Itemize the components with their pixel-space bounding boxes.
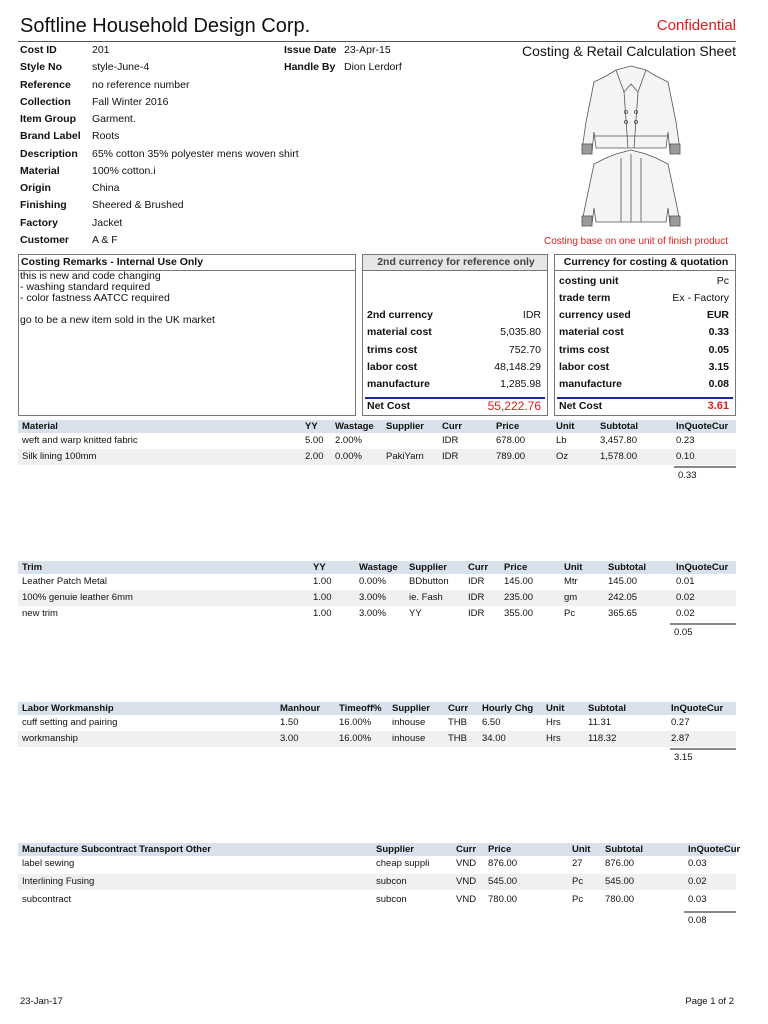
table-cell: Hrs <box>546 733 561 744</box>
table-cell: 34.00 <box>482 733 506 744</box>
table-cell: VND <box>456 858 477 869</box>
table-cell: 365.65 <box>608 608 638 619</box>
column-header: Subtotal <box>608 562 646 573</box>
second-currency-row <box>367 324 541 340</box>
info-label: Customer <box>20 234 70 246</box>
table-cell: IDR <box>468 576 485 587</box>
table-cell: Interlining Fusing <box>22 876 95 887</box>
table-row <box>18 606 736 622</box>
second-currency-row <box>367 376 541 392</box>
table-cell: THB <box>448 733 467 744</box>
row-label: trims cost <box>559 344 610 356</box>
column-header: Manhour <box>280 703 321 714</box>
table-cell: weft and warp knitted fabric <box>22 435 138 446</box>
confidential-label: Confidential <box>656 17 736 34</box>
table-cell: 0.03 <box>688 894 707 905</box>
info-label: Cost ID <box>20 44 57 56</box>
table-cell: label sewing <box>22 858 75 869</box>
table-row <box>18 874 736 890</box>
table-cell: Hrs <box>546 717 561 728</box>
sheet-title: Costing & Retail Calculation Sheet <box>521 43 736 59</box>
table-cell: 5.00 <box>305 435 324 446</box>
column-header: Wastage <box>359 562 398 573</box>
table-row <box>18 449 736 465</box>
total-divider <box>670 748 736 750</box>
row-value: Pc <box>716 275 729 287</box>
quote-currency-net <box>559 398 729 414</box>
table-cell: 789.00 <box>496 451 526 462</box>
row-label: labor cost <box>559 361 610 373</box>
table-cell: 545.00 <box>605 876 635 887</box>
info-label: Material <box>20 165 60 177</box>
column-header: Supplier <box>409 562 448 573</box>
table-cell: Pc <box>572 876 584 887</box>
table-cell: 242.05 <box>608 592 638 603</box>
row-value: 1,285.98 <box>500 378 541 390</box>
table-cell: 3.00 <box>280 733 299 744</box>
table-row <box>18 590 736 606</box>
quote-currency-row <box>559 342 729 358</box>
info-value: no reference number <box>92 79 190 91</box>
info-value: 65% cotton 35% polyester mens woven shirt <box>92 148 299 160</box>
quote-currency-title: Currency for costing & quotation <box>555 255 735 271</box>
column-header: Curr <box>468 562 489 573</box>
table-row <box>18 892 736 908</box>
table-cell: 145.00 <box>608 576 638 587</box>
column-header: Price <box>504 562 528 573</box>
table-total: 3.15 <box>674 752 693 763</box>
second-currency-row <box>367 342 541 358</box>
column-header: Unit <box>564 562 583 573</box>
table-cell: 145.00 <box>504 576 534 587</box>
row-label: labor cost <box>367 361 418 373</box>
row-value: 0.33 <box>708 326 729 338</box>
table-row <box>18 574 736 590</box>
table-cell: new trim <box>22 608 58 619</box>
table-cell: 235.00 <box>504 592 534 603</box>
quote-currency-row <box>559 290 729 306</box>
table-cell: 3.00% <box>359 592 386 603</box>
table-cell: IDR <box>442 435 459 446</box>
table-cell: 3,457.80 <box>600 435 637 446</box>
table-cell: 1,578.00 <box>600 451 637 462</box>
labor-table-header <box>18 702 736 715</box>
row-label: 2nd currency <box>367 309 433 321</box>
table-row <box>18 731 736 747</box>
table-cell: 118.32 <box>588 733 617 744</box>
handle-by-value: Dion Lerdorf <box>344 61 402 73</box>
table-cell: YY <box>409 608 422 619</box>
table-cell: BDbutton <box>409 576 449 587</box>
column-header: Curr <box>456 844 477 855</box>
column-header: Subtotal <box>600 421 638 432</box>
remark-line: this is new and code changing <box>20 270 161 282</box>
table-cell: inhouse <box>392 717 426 728</box>
column-header: YY <box>313 562 326 573</box>
row-value: Ex - Factory <box>672 292 729 304</box>
column-header: Manufacture Subcontract Transport Other <box>22 844 211 855</box>
column-header: Supplier <box>386 421 425 432</box>
table-cell: IDR <box>468 608 485 619</box>
info-row <box>0 232 280 248</box>
material-table-header <box>18 420 736 433</box>
table-cell: THB <box>448 717 467 728</box>
total-divider <box>684 911 736 913</box>
table-cell: Pc <box>564 608 576 619</box>
table-cell: 876.00 <box>605 858 635 869</box>
info-value: Jacket <box>92 217 123 229</box>
trim-table-header <box>18 561 736 574</box>
remarks-title: Costing Remarks - Internal Use Only <box>19 255 355 271</box>
table-cell: 780.00 <box>488 894 518 905</box>
info-label: Reference <box>20 79 71 91</box>
column-header: Curr <box>448 703 469 714</box>
info-label: Factory <box>20 217 58 229</box>
info-row <box>0 197 280 213</box>
quote-currency-row <box>559 376 729 392</box>
quote-net-value: 3.61 <box>707 400 729 412</box>
table-cell: 0.02 <box>688 876 707 887</box>
table-cell: Pc <box>572 894 584 905</box>
row-label: trade term <box>559 292 611 304</box>
company-name: Softline Household Design Corp. <box>20 15 311 37</box>
info-row <box>0 94 280 110</box>
table-cell: ie. Fash <box>409 592 443 603</box>
column-header: Unit <box>556 421 575 432</box>
column-header: InQuoteCur <box>671 703 724 714</box>
info-value: 201 <box>92 44 110 56</box>
table-cell: 1.00 <box>313 576 332 587</box>
table-cell: 678.00 <box>496 435 526 446</box>
table-cell: 0.02 <box>676 608 695 619</box>
costing-base-note: Costing base on one unit of finish product <box>543 236 728 247</box>
table-cell: 780.00 <box>605 894 635 905</box>
column-header: Wastage <box>335 421 374 432</box>
issue-date-value: 23-Apr-15 <box>344 44 391 56</box>
table-row <box>18 433 736 449</box>
info-label: Origin <box>20 182 51 194</box>
column-header: Hourly Chg <box>482 703 534 714</box>
issue-date-row <box>0 42 768 58</box>
second-currency-row <box>367 307 541 323</box>
info-value: Garment. <box>92 113 136 125</box>
table-cell: 16.00% <box>339 733 372 744</box>
remarks-text <box>19 271 355 326</box>
column-header: YY <box>305 421 318 432</box>
row-value: 5,035.80 <box>500 326 541 338</box>
table-cell: workmanship <box>22 733 78 744</box>
table-cell: Leather Patch Metal <box>22 576 108 587</box>
column-header: Supplier <box>392 703 431 714</box>
info-label: Style No <box>20 61 63 73</box>
info-value: Fall Winter 2016 <box>92 96 169 108</box>
column-header: InQuoteCur <box>676 562 729 573</box>
quote-currency-row <box>559 324 729 340</box>
table-cell: Silk lining 100mm <box>22 451 97 462</box>
table-cell: 2.00 <box>305 451 324 462</box>
row-label: manufacture <box>559 378 623 390</box>
second-currency-title: 2nd currency for reference only <box>363 255 547 271</box>
table-cell: 100% genuie leather 6mm <box>22 592 133 603</box>
footer-date: 23-Jan-17 <box>20 996 63 1007</box>
net-cost-value: 55,222.76 <box>487 399 541 413</box>
table-cell: cuff setting and pairing <box>22 717 118 728</box>
column-header: Labor Workmanship <box>22 703 114 714</box>
row-value: 48,148.29 <box>494 361 541 373</box>
column-header: Price <box>488 844 512 855</box>
table-cell: 1.00 <box>313 608 332 619</box>
info-label: Finishing <box>20 199 67 211</box>
table-cell: 6.50 <box>482 717 501 728</box>
row-value: IDR <box>522 309 541 321</box>
table-cell: 545.00 <box>488 876 518 887</box>
table-cell: VND <box>456 894 477 905</box>
row-value: 3.15 <box>708 361 729 373</box>
info-value: Roots <box>92 130 120 142</box>
second-currency-net <box>367 398 541 414</box>
column-header: Price <box>496 421 520 432</box>
table-total: 0.05 <box>674 627 693 638</box>
row-label: material cost <box>367 326 432 338</box>
quote-net-label: Net Cost <box>559 400 603 412</box>
table-cell: 3.00% <box>359 608 386 619</box>
table-total: 0.08 <box>688 915 707 926</box>
column-header: Supplier <box>376 844 415 855</box>
row-value: 0.05 <box>708 344 729 356</box>
row-label: manufacture <box>367 378 431 390</box>
column-header: Trim <box>22 562 43 573</box>
table-cell: inhouse <box>392 733 426 744</box>
table-cell: 876.00 <box>488 858 518 869</box>
table-cell: 0.00% <box>335 451 362 462</box>
info-value: style-June-4 <box>92 61 150 73</box>
table-cell: 0.01 <box>676 576 695 587</box>
column-header: Subtotal <box>588 703 626 714</box>
table-cell: IDR <box>442 451 459 462</box>
remark-line: - washing standard required <box>20 281 151 293</box>
second-currency-row <box>367 359 541 375</box>
row-label: currency used <box>559 309 631 321</box>
quote-currency-row <box>559 307 729 323</box>
total-divider <box>670 623 736 625</box>
table-cell: 0.02 <box>676 592 695 603</box>
table-cell: cheap suppli <box>376 858 430 869</box>
table-cell: 11.31 <box>588 717 612 728</box>
garment-sketch-image <box>576 62 686 232</box>
column-header: Unit <box>572 844 591 855</box>
row-label: trims cost <box>367 344 418 356</box>
table-cell: 0.27 <box>671 717 690 728</box>
table-cell: gm <box>564 592 578 603</box>
table-cell: 27 <box>572 858 583 869</box>
manufacture-table-header <box>18 843 741 856</box>
column-header: Subtotal <box>605 844 643 855</box>
table-cell: 0.23 <box>676 435 695 446</box>
info-value: A & F <box>92 234 118 246</box>
total-divider <box>674 466 736 468</box>
column-header: Material <box>22 421 58 432</box>
info-value: China <box>92 182 120 194</box>
table-row <box>18 715 736 731</box>
net-cost-label: Net Cost <box>367 400 411 412</box>
info-row <box>0 128 280 144</box>
info-label: Brand Label <box>20 130 81 142</box>
info-row <box>0 163 280 179</box>
handle-by-label: Handle By <box>284 61 336 73</box>
column-header: Curr <box>442 421 463 432</box>
column-header: InQuoteCur <box>676 421 729 432</box>
table-cell: 1.00 <box>313 592 332 603</box>
row-label: material cost <box>559 326 624 338</box>
table-cell: Mtr <box>564 576 578 587</box>
info-row <box>0 146 299 162</box>
row-value: 0.08 <box>708 378 729 390</box>
table-cell: 0.03 <box>688 858 707 869</box>
column-header: Unit <box>546 703 565 714</box>
table-cell: IDR <box>468 592 485 603</box>
info-row <box>0 77 280 93</box>
table-cell: VND <box>456 876 477 887</box>
column-header: Timeoff% <box>339 703 382 714</box>
issue-date-label: Issue Date <box>284 44 337 56</box>
table-cell: 355.00 <box>504 608 534 619</box>
table-cell: Lb <box>556 435 567 446</box>
info-row <box>0 111 280 127</box>
remark-line: - color fastness AATCC required <box>20 292 170 304</box>
info-row <box>0 215 280 231</box>
table-cell: subcon <box>376 876 407 887</box>
second-currency-box <box>362 254 548 416</box>
table-total: 0.33 <box>678 470 697 481</box>
table-cell: 16.00% <box>339 717 372 728</box>
table-cell: 2.87 <box>671 733 690 744</box>
info-label: Description <box>20 148 78 160</box>
row-value: 752.70 <box>508 344 541 356</box>
info-label: Collection <box>20 96 71 108</box>
info-value: Sheered & Brushed <box>92 199 184 211</box>
quote-currency-row <box>559 359 729 375</box>
info-label: Item Group <box>20 113 77 125</box>
table-row <box>18 856 736 872</box>
table-cell: 0.10 <box>676 451 695 462</box>
column-header: InQuoteCur <box>688 844 741 855</box>
footer-page: Page 1 of 2 <box>685 996 734 1007</box>
row-value: EUR <box>706 309 729 321</box>
table-cell: 1.50 <box>280 717 299 728</box>
table-cell: PakiYarn <box>386 451 424 462</box>
table-cell: 2.00% <box>335 435 362 446</box>
table-cell: Oz <box>556 451 569 462</box>
quote-currency-box <box>554 254 736 416</box>
table-cell: subcontract <box>22 894 72 905</box>
table-cell: 0.00% <box>359 576 386 587</box>
remarks-box <box>18 254 356 416</box>
info-value: 100% cotton.i <box>92 165 156 177</box>
row-label: costing unit <box>559 275 619 287</box>
table-cell: subcon <box>376 894 407 905</box>
remark-line: go to be a new item sold in the UK market <box>20 314 215 326</box>
info-row <box>0 180 280 196</box>
quote-currency-row <box>559 273 729 289</box>
